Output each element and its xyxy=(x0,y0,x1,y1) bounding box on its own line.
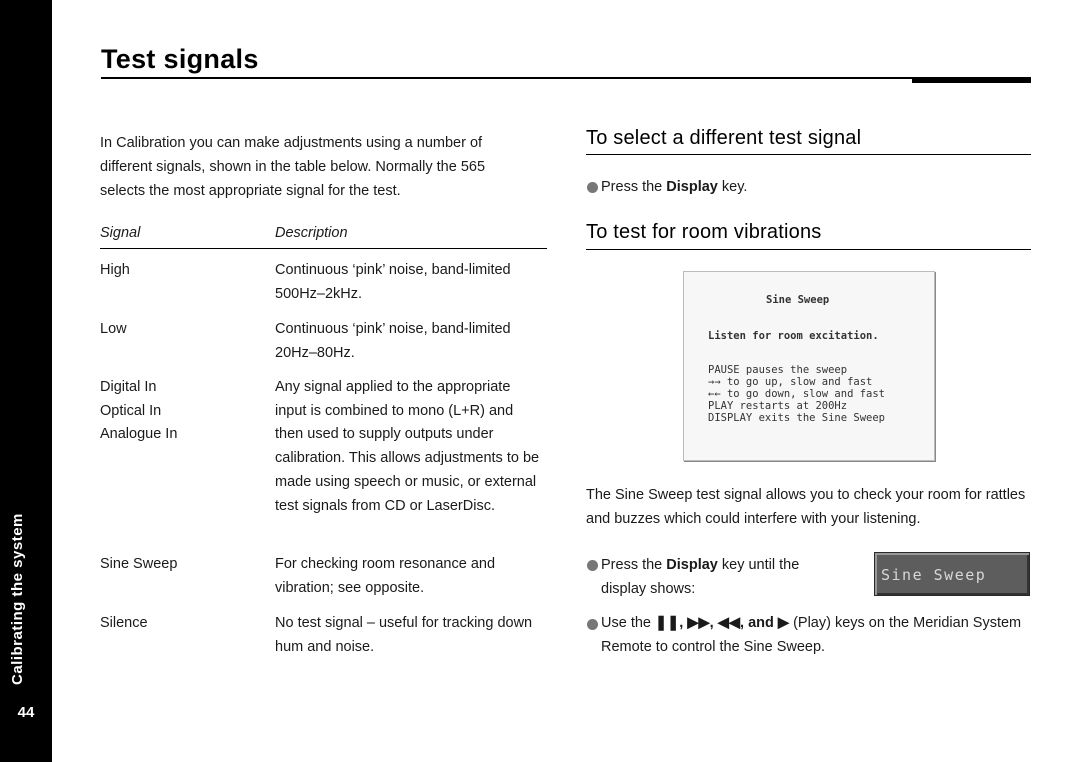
sidebar xyxy=(0,0,52,762)
step-press-display: Press the Display key. xyxy=(601,179,748,195)
bullet-icon xyxy=(587,182,598,193)
table-header-description: Description xyxy=(275,225,348,241)
table-header-rule xyxy=(100,248,547,249)
sine-sweep-screen-image xyxy=(683,271,935,461)
lcd-display-image xyxy=(874,552,1030,596)
table-cell-signal: High xyxy=(100,262,130,278)
table-cell-description: Any signal applied to the appropriate input is combined to mono (L+R) and then used to supply outputs under calibration. This allows adjustments to be made using speech or music, or external test signals from CD or LaserDisc. xyxy=(275,379,540,514)
title-rule xyxy=(101,77,1031,79)
intro-paragraph: In Calibration you can make adjustments using a number of different signals, shown in the table below. Normally the 565 selects the most appropriate signal for the test. xyxy=(100,135,486,199)
table-cell-description: Continuous ‘pink’ noise, band-limited 500Hz–2kHz. xyxy=(275,262,511,302)
title-rule-accent xyxy=(912,77,1031,83)
step-use-remote-keys-line2: Remote to control the Sine Sweep. xyxy=(601,639,826,655)
screen-line: DISPLAY exits the Sine Sweep xyxy=(708,412,886,424)
table-cell-description: Continuous ‘pink’ noise, band-limited 20Hz–80Hz. xyxy=(275,321,511,361)
sine-sweep-description: The Sine Sweep test signal allows you to check your room for rattles and buzzes which could interfere with your listening. xyxy=(586,487,1026,527)
table-header-signal: Signal xyxy=(100,225,141,241)
section-heading-room-vibrations: To test for room vibrations xyxy=(586,221,822,243)
bullet-icon xyxy=(587,560,598,571)
bullet-icon xyxy=(587,619,598,630)
remote-key-icons: ❚❚, ▶▶, ◀◀, and ▶ xyxy=(655,615,790,631)
screen-line: ←← to go down, slow and fast xyxy=(708,388,886,400)
table-cell-signal: Silence xyxy=(100,615,148,631)
section-heading-select-signal: To select a different test signal xyxy=(586,127,862,149)
table-cell-signal: Sine Sweep xyxy=(100,556,178,572)
screen-line: PAUSE pauses the sweep xyxy=(708,364,848,376)
step-press-display-until-line2: display shows: xyxy=(601,581,696,597)
step-use-remote-keys: Use the ❚❚, ▶▶, ◀◀, and ▶ (Play) keys on the Meridian System xyxy=(601,615,1022,631)
section-rule xyxy=(586,154,1031,155)
sidebar-section-label: Calibrating the system xyxy=(9,513,26,685)
section-rule xyxy=(586,249,1031,250)
step-press-display-until: Press the Display key until the xyxy=(601,557,800,573)
table-cell-signal: Low xyxy=(100,321,127,337)
page-number: 44 xyxy=(17,704,35,721)
screen-line: →→ to go up, slow and fast xyxy=(708,376,873,388)
table-cell-description: No test signal – useful for tracking down hum and noise. xyxy=(275,615,533,655)
table-cell-signal: Digital In Optical In Analogue In xyxy=(100,379,178,443)
screen-line: PLAY restarts at 200Hz xyxy=(708,400,848,412)
table-cell-description: For checking room resonance and vibration; see opposite. xyxy=(275,556,496,596)
lcd-text: Sine Sweep xyxy=(881,566,987,584)
screen-line: Listen for room excitation. xyxy=(708,330,879,342)
screen-title: Sine Sweep xyxy=(766,294,830,306)
page-title: Test signals xyxy=(101,44,259,74)
